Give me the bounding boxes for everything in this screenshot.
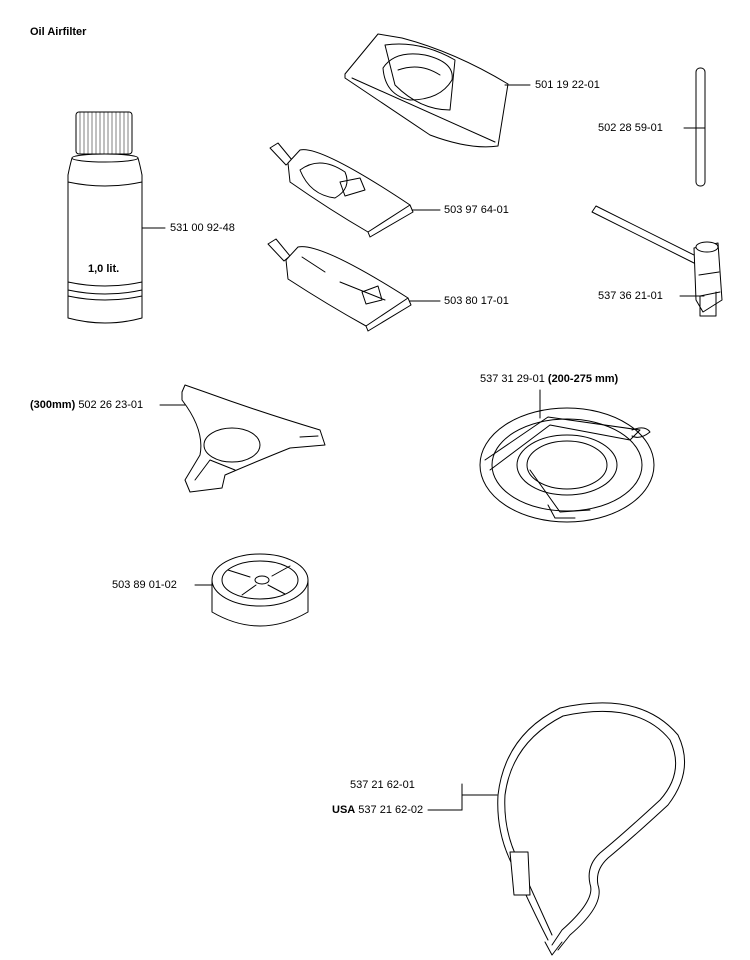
bag-part-number: 501 19 22-01	[535, 79, 600, 91]
guard-2-size: (200-275 mm)	[547, 373, 619, 385]
guard-1-part-number: 502 26 23-01	[78, 399, 144, 411]
guard-2-part-number: 537 31 29-01	[480, 373, 545, 385]
harness-strap-icon	[428, 703, 685, 955]
guard-2-label	[480, 373, 618, 385]
grease-tube-2-part-number: 503 80 17-01	[444, 295, 509, 307]
oil-bottle-part-number: 531 00 92-48	[170, 222, 235, 234]
rod-part-number: 502 28 59-01	[598, 122, 663, 134]
grease-tube-1-icon	[270, 143, 440, 237]
bottle-volume-label: 1,0 lit.	[88, 263, 120, 275]
page-title: Oil Airfilter	[30, 26, 87, 38]
rod-icon	[684, 68, 705, 186]
wrench-part-number: 537 36 21-01	[598, 290, 663, 302]
guard-1-size: (300mm)	[30, 399, 76, 411]
harness-2-label	[332, 804, 423, 816]
harness-1-part-number: 537 21 62-01	[350, 779, 415, 791]
bag-icon	[345, 34, 530, 147]
guard-1-icon	[160, 385, 325, 492]
harness-2-region: USA	[332, 804, 356, 816]
spool-icon	[195, 554, 308, 626]
oil-bottle-icon	[68, 112, 165, 323]
spool-part-number: 503 89 01-02	[112, 579, 177, 591]
guard-1-label	[30, 399, 143, 411]
grease-tube-1-part-number: 503 97 64-01	[444, 204, 509, 216]
harness-2-part-number: 537 21 62-02	[358, 804, 424, 816]
guard-2-icon	[480, 390, 654, 522]
grease-tube-2-icon	[268, 239, 440, 331]
